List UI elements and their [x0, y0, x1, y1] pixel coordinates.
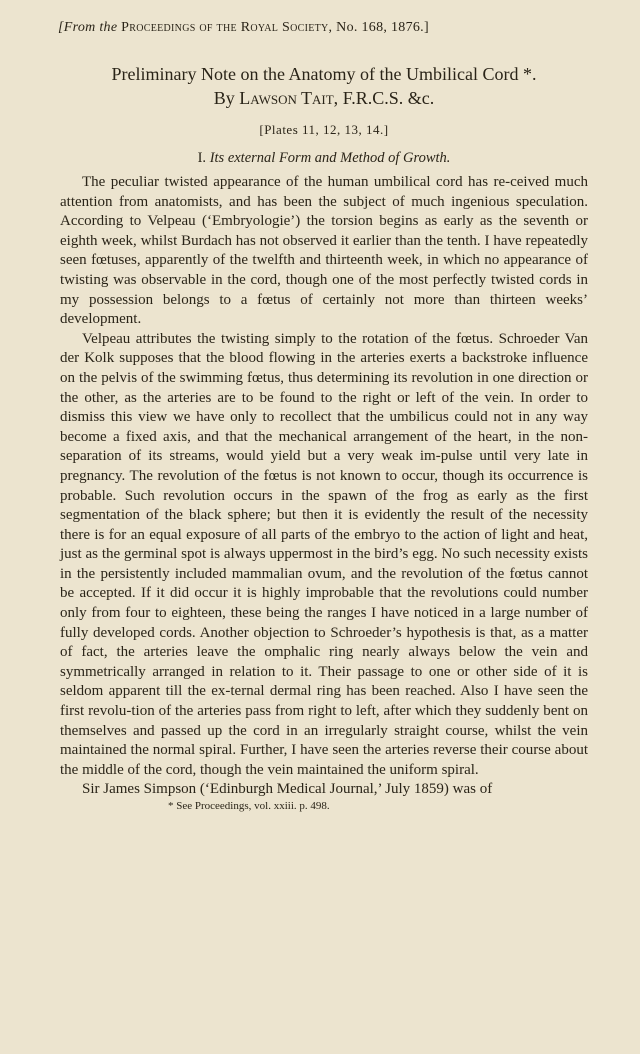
section-number: I.	[197, 150, 207, 166]
section-title: Its external Form and Method of Growth.	[209, 150, 451, 166]
running-head	[58, 20, 588, 36]
author-name: Lawson Tait,	[239, 88, 339, 108]
paragraph: The peculiar twisted appearance of the human umbilical cord has re-ceived much attention from anatomists, and has been the subject of much ingenious speculation. According to Velpeau (‘Embryologie’) the torsion begins as early as the seventh or eighth week, whilst Burdach has not observed it earlier than the tenth. I have repeatedly seen fœtuses, apparently of the twelfth and thirteenth week, in which no appearance of twisting was observable in the cord, though one of the most perfectly twisted cords in my possession belongs to a fœtus of certainly not more than thirteen weeks’ development.	[60, 174, 588, 328]
footnote: * See Proceedings, vol. xxiii. p. 498.	[168, 800, 330, 812]
running-head-prefix: [From the	[58, 20, 118, 35]
section-heading	[60, 150, 588, 167]
running-head-issue: No. 168, 1876.]	[336, 20, 429, 35]
article-title: Preliminary Note on the Anatomy of the Umbilical Cord *.	[111, 64, 537, 84]
author-credentials: F.R.C.S. &c.	[342, 88, 435, 108]
running-head-journal: Proceedings of the Royal Society,	[121, 20, 333, 35]
paragraph: Sir James Simpson (‘Edinburgh Medical Journal,’ July 1859) was of	[82, 781, 493, 798]
author-line	[60, 86, 588, 110]
paragraph: Velpeau attributes the twisting simply to the rotation of the fœtus. Schroeder Van der Kolk supposes that the blood flowing in the arteries exerts a backstroke influence on the pelvis of the swimming fœtus, thus determining its revolution in one direction or the other, as the arteries are to be found to the right or left of the vein. In order to dismiss this view we have only to recollect that the umbilicus could not in any way become a fixed axis, and that the mechanical arrangement of the heart, in the non-separation of its streams, would yield but a very weak im-pulse until very late in pregnancy. The revolution of the fœtus is not known to occur, though its occurrence is probable. Such revolution occurs in the spawn of the frog as early as the first segmentation of the black sphere; but then it is evidently the result of the necessity there is for an equal exposure of all parts of the embryo to the action of light and heat, just as the germinal spot is always uppermost in the bird’s egg. No such necessity exists in the persistently included mammalian ovum, and the revolution of the fœtus cannot be accepted. If it did occur it is highly improbable that the revolutions could number only from four to eighteen, these being the ranges I have noticed in a large number of fully developed cords. Another objection to Schroeder’s hypothesis is that, as a matter of fact, the arteries leave the omphalic ring nearly always below the vein and symmetrically arranged in relation to it. Their passage to one or other side of it is seldom apparent till the ex-ternal dermal ring has been reached. Also I have seen the first revolu-tion of the arteries pass from right to left, after which they suddenly bent on themselves and passed up the cord in an irregularly straight course, whilst the vein maintained the normal spiral. Further, I have seen the arteries reverse their course about the middle of the cord, though the vein maintained the uniform spiral.	[60, 330, 588, 778]
plates-reference: [Plates 11, 12, 13, 14.]	[259, 122, 389, 137]
author-by: By	[213, 88, 235, 108]
article-body	[60, 173, 588, 800]
